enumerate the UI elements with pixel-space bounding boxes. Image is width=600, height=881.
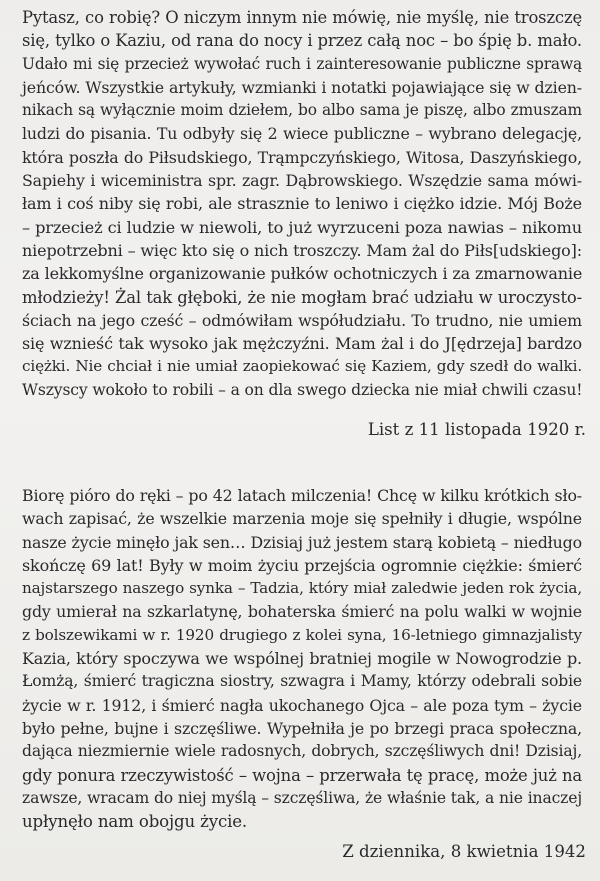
- text-line: wach zapisać, że wszelkie marzenia moje się spełniły i długie, wspólne: [22, 509, 582, 529]
- text-line: z bolszewikami w r. 1920 drugiego z kolei syna, 16-letniego gimnazjalisty: [22, 625, 582, 644]
- text-line: która poszła do Piłsudskiego, Trąmpczyńskiego, Witosa, Daszyńskiego,: [22, 147, 582, 167]
- text-line: niepotrzebni – więc kto się o nich troszczy. Mam żal do Piłs[udskiego]:: [22, 240, 582, 260]
- text-line: jeńców. Wszystkie artykuły, wzmianki i notatki pojawiające się w dzien-: [22, 77, 582, 97]
- text-line: Sapiehy i wiceministra spr. zagr. Dąbrowskiego. Wszędzie sama mówi-: [22, 171, 582, 191]
- text-line: najstarszego naszego synka – Tadzia, który miał zaledwie jeden rok życia,: [22, 579, 582, 598]
- text-line: – przecież ci ludzie w niewoli, to już wyrzuceni poza nawias – nikomu: [22, 217, 582, 237]
- text-line: zawsze, wracam do niej myślą – szczęśliwa, że właśnie tak, a nie inaczej: [22, 788, 582, 807]
- text-line: za lekkomyślne organizowanie pułków ochotniczych i za zmarnowanie: [22, 264, 583, 284]
- text-line: skończę 69 lat! Były w moim życiu przejścia ogromnie ciężkie: śmierć: [22, 555, 582, 575]
- text-line: młodzieży! Żal tak głęboki, że nie mogłam brać udziału w uroczysto-: [22, 287, 582, 307]
- text-line: dająca niezmiernie wiele radosnych, dobrych, szczęśliwych dni! Dzisiaj,: [22, 742, 582, 761]
- text-line: gdy umierał na szkarlatynę, bohaterska śmierć na polu walki w wojnie: [22, 602, 582, 622]
- text-line: Pytasz, co robię? O niczym innym nie mówię, nie myślę, nie troszczę: [22, 8, 582, 27]
- letter-paragraph: [22, 6, 582, 402]
- text-line: upłynęło nam obojgu życie.: [22, 812, 248, 832]
- text-line: łam i coś niby się robi, ale strasznie to leniwo i ciężko idzie. Mój Boże: [22, 194, 582, 214]
- text-line: ludzi do pisania. Tu odbyły się 2 wiece publiczne – wybrano delegację,: [22, 124, 582, 144]
- text-line: nikach są wyłącznie moim dziełem, bo albo sama je piszę, albo zmuszam: [22, 101, 582, 120]
- text-line: gdy ponura rzeczywistość – wojna – przerwała tę pracę, może już na: [22, 765, 582, 785]
- text-line: ciężki. Nie chciał i nie umiał zaopiekować się Kaziem, gdy szedł do walki.: [22, 357, 582, 376]
- text-line: było pełne, bujne i szczęśliwe. Wypełniła je po brzegi praca społeczna,: [22, 718, 582, 738]
- text-line: Kazia, który spoczywa we wspólnej bratniej mogile w Nowogrodzie p.: [22, 649, 582, 669]
- diary-paragraph: [22, 484, 582, 833]
- diary-signature: Z dziennika, 8 kwietnia 1942: [342, 842, 586, 861]
- text-line: Łomżą, śmierć tragiczna siostry, szwagra i Mamy, którzy odebrali sobie: [22, 672, 582, 691]
- text-line: Wszyscy wokoło to robili – a on dla swego dziecka nie miał chwili czasu!: [22, 380, 583, 399]
- letter-signature: List z 11 listopada 1920 r.: [367, 420, 586, 439]
- text-line: się wznieść tak wysoko jak mężczyźni. Mam żal i do J[ędrzeja] bardzo: [22, 334, 582, 354]
- text-line: życie w r. 1912, i śmierć nagła ukochanego Ojca – ale poza tym – życie: [22, 695, 582, 715]
- text-line: ściach na jego cześć – odmówiłam współudziału. To trudno, nie umiem: [22, 310, 582, 330]
- text-line: nasze życie minęło jak sen… Dzisiaj już jestem starą kobietą – niedługo: [22, 532, 582, 552]
- text-line: Biorę pióro do ręki – po 42 latach milczenia! Chcę w kilku krótkich sło-: [22, 486, 582, 505]
- text-line: Udało mi się przecież wywołać ruch i zainteresowanie publiczne sprawą: [22, 54, 582, 73]
- text-line: się, tylko o Kaziu, od rana do nocy i przez całą noc – bo śpię b. mało.: [22, 31, 582, 51]
